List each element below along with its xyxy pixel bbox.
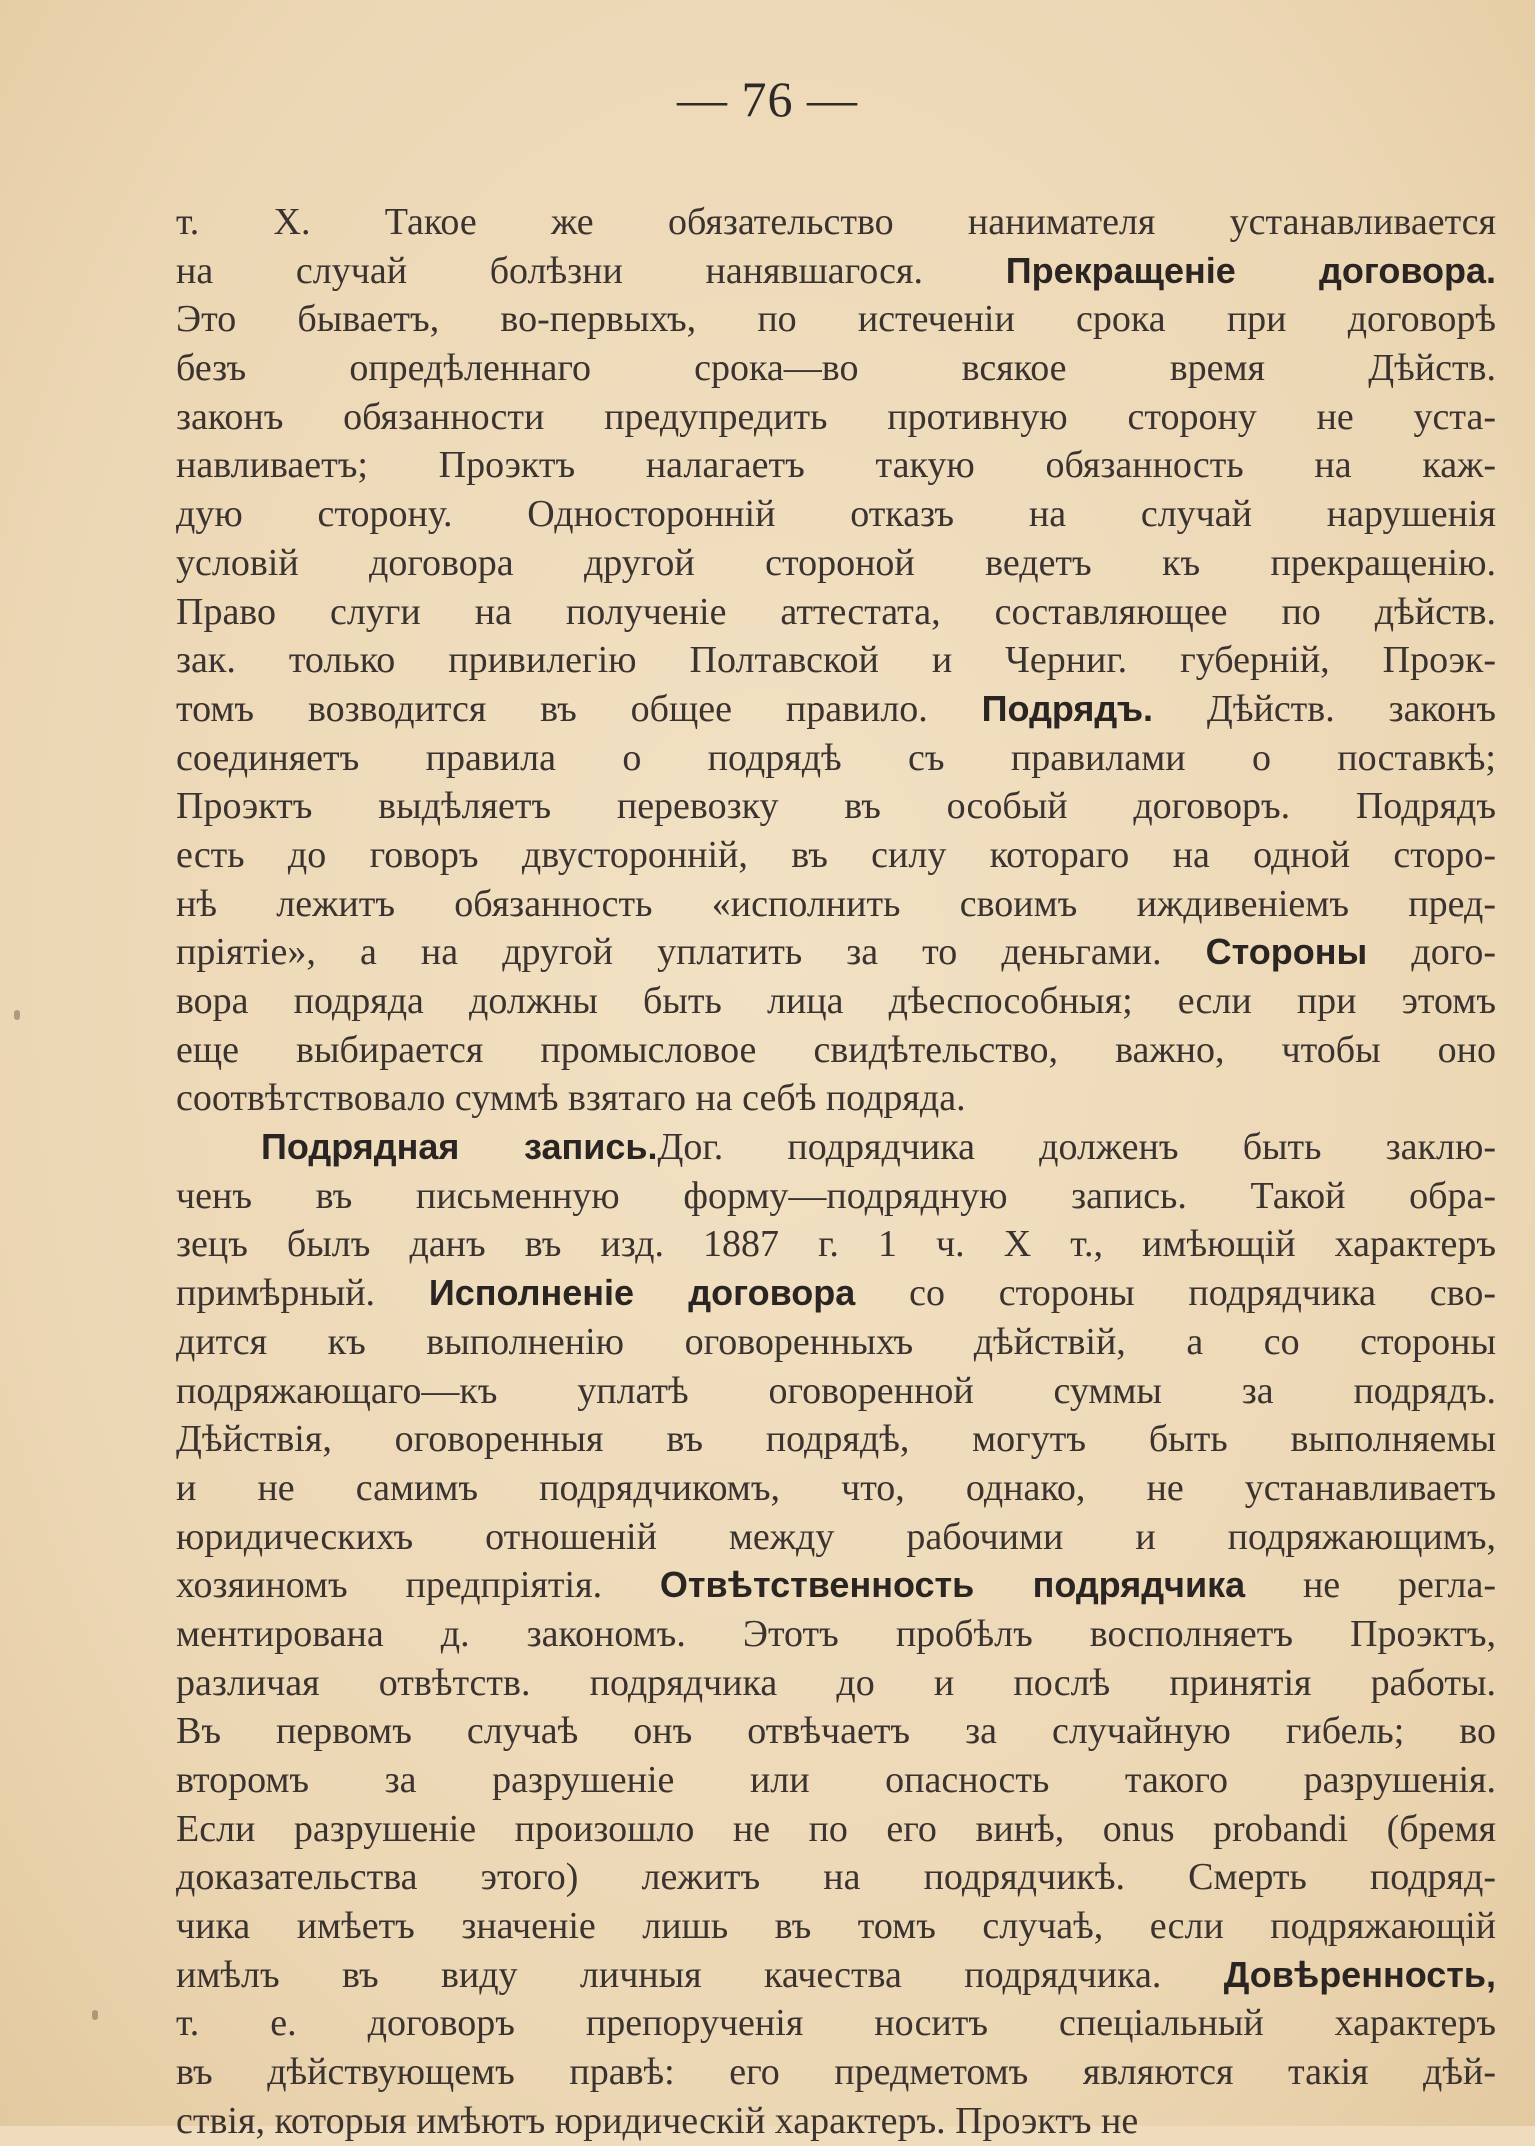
text-line <box>176 2097 1496 2146</box>
text-line <box>176 1805 1496 1854</box>
text-line <box>176 1659 1496 1708</box>
text-segment: дую сторону. Односторонній отказъ на случай нарушенія <box>176 493 1496 536</box>
text-segment: навливаетъ; Проэктъ налагаетъ такую обязанность на каж- <box>176 444 1496 487</box>
text-segment: вора подряда должны быть лица дѣеспособныя; если при этомъ <box>176 980 1496 1022</box>
bold-heading: Подрядная запись. <box>261 1126 658 1168</box>
text-segment: Дог. подрядчика долженъ быть заклю- <box>657 1126 1496 1169</box>
text-line <box>176 1561 1496 1610</box>
text-segment: нѣ лежитъ обязанность «исполнить своимъ иждивеніемъ пред- <box>176 882 1496 925</box>
paper-speck <box>92 2010 98 2020</box>
text-segment: пріятіе», а на другой уплатить за то деньгами. <box>176 931 1206 974</box>
text-line <box>176 1074 1496 1123</box>
bold-heading: Подрядъ. <box>981 687 1154 729</box>
text-segment: еще выбирается промысловое свидѣтельство, важно, чтобы оно <box>176 1028 1496 1071</box>
text-line <box>176 782 1496 831</box>
text-segment: соотвѣтствовало суммѣ взятаго на себѣ подряда. <box>176 1077 966 1120</box>
text-segment: подряжающаго—къ уплатѣ оговоренной суммы за подрядъ. <box>176 1369 1496 1412</box>
text-segment: дого- <box>1367 931 1496 974</box>
text-segment: Если разрушеніе произошло не по его винѣ, onus probandi (бремя <box>176 1807 1496 1850</box>
text-line <box>176 1367 1496 1416</box>
text-line <box>176 1415 1496 1464</box>
text-segment: есть до говоръ двусторонній, въ силу котораго на одной сторо- <box>176 833 1496 876</box>
text-line <box>176 1513 1496 1562</box>
text-segment: зецъ былъ данъ въ изд. 1887 г. 1 ч. X т., имѣющій характеръ <box>176 1223 1496 1266</box>
text-segment: чика имѣетъ значеніе лишь въ томъ случаѣ, если подряжающій <box>176 1905 1496 1948</box>
text-segment: соединяетъ правила о подрядѣ съ правилами о поставкѣ; <box>176 736 1496 779</box>
text-line <box>176 1172 1496 1221</box>
text-line <box>176 539 1496 588</box>
text-segment: т. X. Такое же обязательство нанимателя устанавливается <box>176 201 1496 243</box>
body-text <box>176 198 1496 2146</box>
text-segment: второмъ за разрушеніе или опасность такого разрушенія. <box>176 1759 1496 1801</box>
text-line <box>176 490 1496 539</box>
text-line <box>176 880 1496 929</box>
text-segment: ствія, которыя имѣютъ юридическій характеръ. Проэктъ не <box>176 2099 1139 2142</box>
text-segment: безъ опредѣленнаго срока—во всякое время Дѣйств. <box>176 347 1496 390</box>
text-line <box>176 636 1496 685</box>
text-segment: Въ первомъ случаѣ онъ отвѣчаетъ за случайную гибель; во <box>176 1710 1496 1753</box>
paper-speck <box>14 1010 20 1020</box>
bold-heading: Отвѣтственность подрядчика <box>659 1564 1246 1606</box>
text-segment: законъ обязанности предупредить противную сторону не уста- <box>176 395 1496 438</box>
text-line <box>176 247 1496 296</box>
text-segment: и не самимъ подрядчикомъ, что, однако, не устанавливаетъ <box>176 1466 1496 1509</box>
text-segment: томъ возводится въ общее правило. <box>176 687 982 730</box>
text-segment: Дѣйствія, оговоренныя въ подрядѣ, могутъ быть выполняемы <box>176 1418 1496 1461</box>
text-line <box>176 1220 1496 1269</box>
page-number: — 76 — <box>677 71 858 127</box>
text-line <box>176 588 1496 637</box>
text-line <box>176 928 1496 977</box>
text-segment: доказательства этого) лежитъ на подрядчикѣ. Смерть подряд- <box>176 1856 1496 1899</box>
text-line <box>176 1610 1496 1659</box>
text-segment: ментирована д. закономъ. Этотъ пробѣлъ восполняетъ Проэктъ, <box>176 1612 1496 1655</box>
text-line <box>176 977 1496 1026</box>
text-line <box>176 1464 1496 1513</box>
text-line <box>176 685 1496 734</box>
text-segment: на случай болѣзни нанявшагося. <box>176 249 1006 292</box>
bold-heading: Довѣренность, <box>1223 1953 1496 1995</box>
text-line <box>176 1707 1496 1756</box>
text-segment: со стороны подрядчика сво- <box>855 1272 1496 1315</box>
text-line <box>176 393 1496 442</box>
text-segment: Дѣйств. законъ <box>1153 687 1496 730</box>
text-line <box>176 1951 1496 2000</box>
text-segment: зак. только привилегію Полтавской и Черниг. губерній, Проэк- <box>176 639 1496 682</box>
text-segment: условій договора другой стороной ведетъ къ прекращенію. <box>176 541 1496 584</box>
text-line <box>176 734 1496 783</box>
text-segment: ченъ въ письменную форму—подрядную запись. Такой обра- <box>176 1174 1496 1217</box>
text-segment: Это бываетъ, во-первыхъ, по истеченіи срока при договорѣ <box>176 298 1496 341</box>
text-segment: въ дѣйствующемъ правѣ: его предметомъ являются такія дѣй- <box>176 2051 1496 2094</box>
text-segment: Проэктъ выдѣляетъ перевозку въ особый договоръ. Подрядъ <box>176 785 1496 828</box>
text-line <box>176 1123 1496 1172</box>
text-line <box>176 198 1496 247</box>
text-line <box>176 1756 1496 1805</box>
text-line <box>176 2048 1496 2097</box>
text-segment: хозяиномъ предпріятія. <box>176 1564 660 1607</box>
text-segment: Право слуги на полученіе аттестата, составляющее по дѣйств. <box>176 590 1496 633</box>
text-segment: различая отвѣтств. подрядчика до и послѣ принятія работы. <box>176 1661 1496 1704</box>
text-segment: не регла- <box>1245 1564 1496 1607</box>
text-line <box>176 1902 1496 1951</box>
text-line <box>176 831 1496 880</box>
text-line <box>176 1269 1496 1318</box>
text-line <box>176 441 1496 490</box>
text-segment: дится къ выполненію оговоренныхъ дѣйствій, а со стороны <box>176 1320 1496 1363</box>
text-segment: примѣрный. <box>176 1272 429 1315</box>
text-line <box>176 295 1496 344</box>
bold-heading: Стороны <box>1205 931 1368 973</box>
bold-heading: Прекращеніе договора. <box>1005 249 1496 291</box>
text-segment: т. е. договоръ препорученія носитъ спеціальный характеръ <box>176 2002 1496 2045</box>
text-line <box>176 1999 1496 2048</box>
text-segment: юридическихъ отношеній между рабочими и подряжающимъ, <box>176 1515 1496 1558</box>
text-line <box>176 344 1496 393</box>
bold-heading: Исполненіе договора <box>428 1272 856 1314</box>
text-line <box>176 1853 1496 1902</box>
text-line <box>176 1026 1496 1075</box>
text-line <box>176 1318 1496 1367</box>
text-segment: имѣлъ въ виду личныя качества подрядчика. <box>176 1953 1224 1996</box>
